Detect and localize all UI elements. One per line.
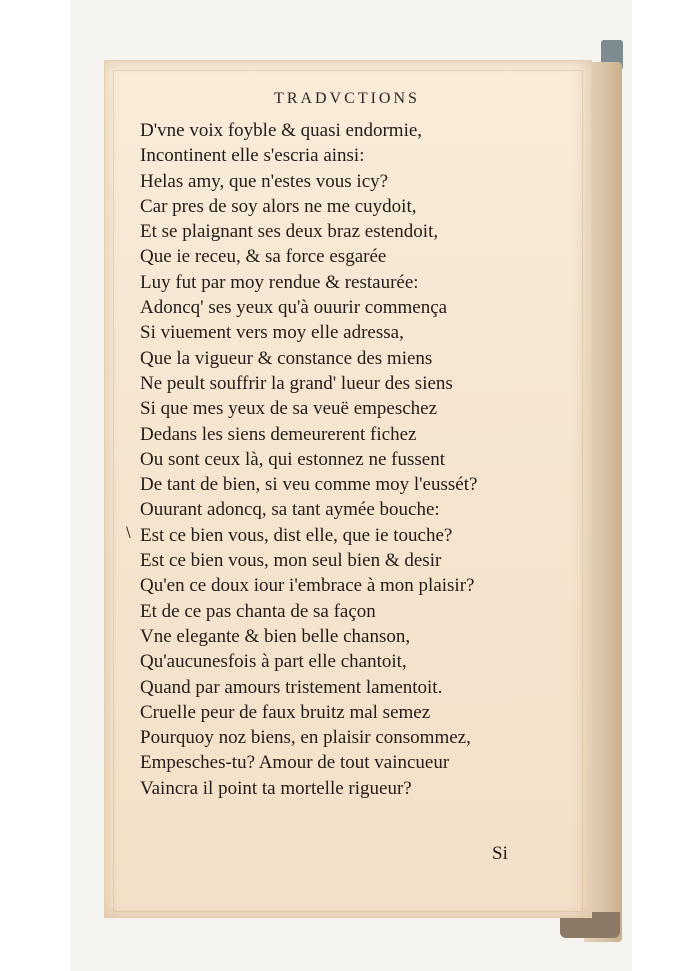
verse-line: Si que mes yeux de sa veuë empeschez xyxy=(140,398,438,420)
verse-text xyxy=(140,118,590,801)
verse-line: Est ce bien vous, dist elle, que ie touche? xyxy=(140,524,453,546)
verse-line: Ne peult souffrir la grand' lueur des siens xyxy=(140,372,453,394)
verse-line: Et de ce pas chanta de sa façon xyxy=(140,600,376,622)
verse-line: Que la vigueur & constance des miens xyxy=(140,347,433,369)
verse-line: Helas amy, que n'estes vous icy? xyxy=(140,170,389,192)
verse-line: Qu'en ce doux iour i'embrace à mon plaisir? xyxy=(140,575,475,597)
verse-line: Ou sont ceux là, qui estonnez ne fussent xyxy=(140,448,445,470)
verse-line: De tant de bien, si veu comme moy l'eussét? xyxy=(140,474,478,496)
verse-line: D'vne voix foyble & quasi endormie, xyxy=(140,120,423,141)
verse-line: Dedans les siens demeurerent fichez xyxy=(140,423,417,445)
verse-line: Car pres de soy alors ne me cuydoit, xyxy=(140,195,417,217)
verse-line: Quand par amours tristement lamentoit. xyxy=(140,676,443,698)
verse-line: Luy fut par moy rendue & restaurée: xyxy=(140,271,419,293)
verse-line: Qu'aucunesfois à part elle chantoit, xyxy=(140,651,407,673)
verse-line: Adoncq' ses yeux qu'à ouurir commença xyxy=(140,297,448,319)
running-head: TRADVCTIONS xyxy=(274,90,420,107)
verse-line: Incontinent elle s'escria ainsi: xyxy=(140,145,365,167)
catchword: Si xyxy=(492,843,508,864)
verse-line: Que ie receu, & sa force esgarée xyxy=(140,246,387,268)
verse-line: Et se plaignant ses deux braz estendoit, xyxy=(140,221,439,243)
margin-mark: \ xyxy=(126,525,131,541)
verse-line: Vaincra il point ta mortelle rigueur? xyxy=(140,777,412,799)
verse-line: Pourquoy noz biens, en plaisir consommez, xyxy=(140,727,471,749)
verse-line: Est ce bien vous, mon seul bien & desir xyxy=(140,550,442,572)
verse-line: Si viuement vers moy elle adressa, xyxy=(140,322,404,344)
verse-line: Cruelle peur de faux bruitz mal semez xyxy=(140,701,431,723)
verse-line: Ouurant adoncq, sa tant aymée bouche: xyxy=(140,499,440,521)
verse-line: Vne elegante & bien belle chanson, xyxy=(140,625,411,647)
verse-line: Empesches-tu? Amour de tout vaincueur xyxy=(140,752,450,774)
